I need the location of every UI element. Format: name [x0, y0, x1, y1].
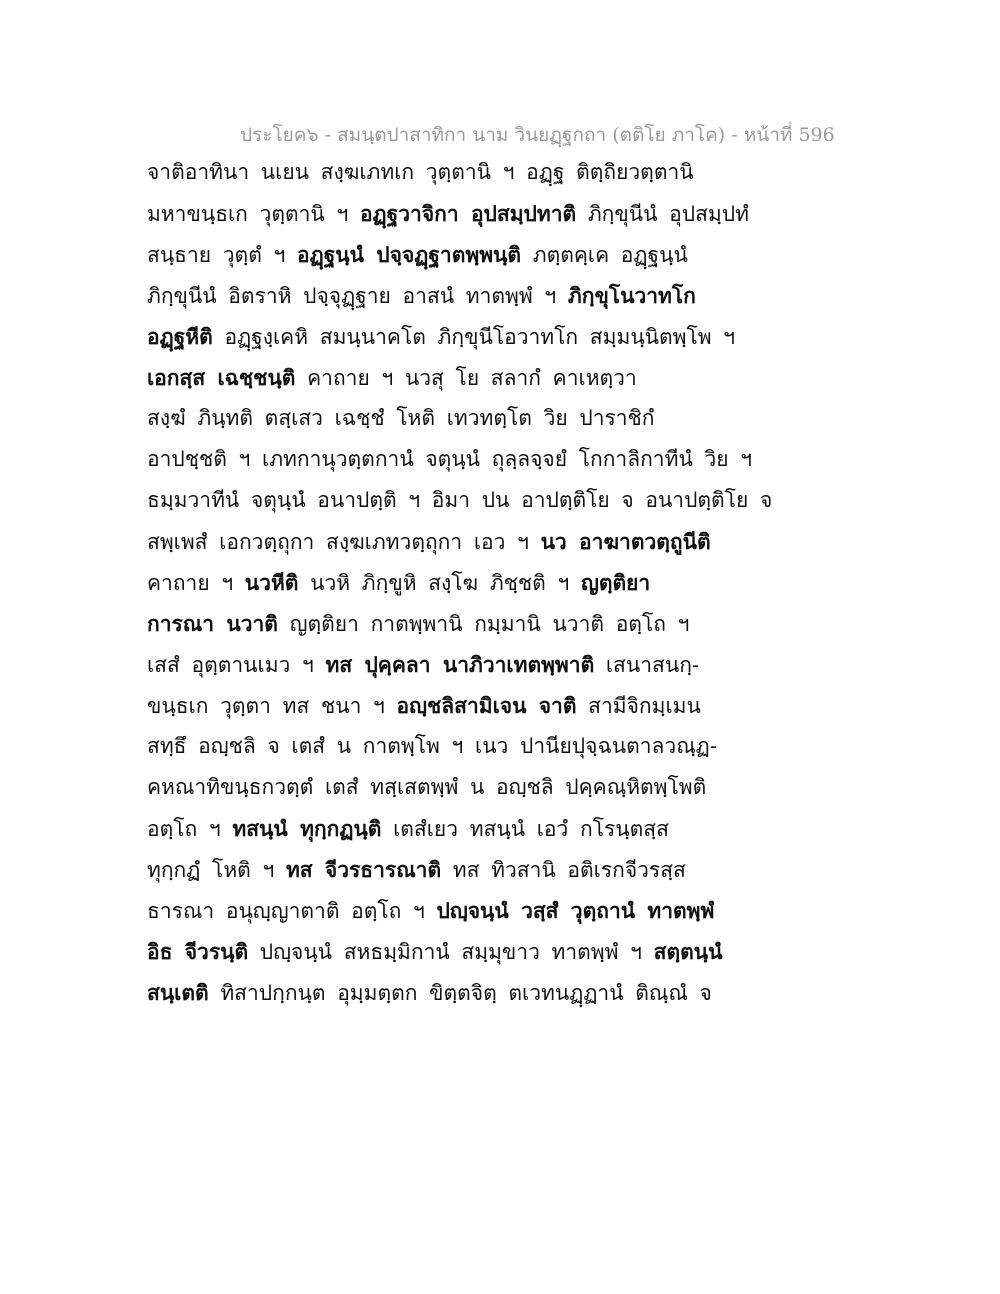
page-header: ประโยค๖ - สมนฺตปาสาทิกา นาม วินยฏฺฐกถา (ตติโย ภาโค) - หน้าที่ 596: [240, 124, 835, 146]
text-line: [147, 275, 707, 316]
text-line: [147, 849, 707, 890]
text-segment: เสนาสนกฺ-: [594, 653, 700, 677]
text-line: [147, 193, 749, 234]
text-segment: สงฺฆํ ภินฺทติ ตสฺเสว เฉชฺชํ โหติ เทวทตฺโต วิย ปาราชิกํ: [147, 406, 655, 430]
text-segment: อฏฺฐงฺเคหิ สมนฺนาคโต ภิกฺขุนีโอวาทโก สมฺมนฺนิตพฺโพ ฯ: [212, 325, 736, 349]
text-line: [147, 357, 707, 398]
text-line: [147, 972, 712, 1013]
text-segment: สทฺธึ อญฺชลิ จ เตสํ น กาตพฺโพ ฯ เนว ปานียปุจฺฉนตาลวณฺฏ-: [147, 734, 717, 758]
bold-term: อฏฺฐหีติ: [147, 324, 213, 349]
bold-term: สตฺตนฺนํ: [653, 939, 723, 964]
bold-term: ทสนฺนํ ทุกฺกฏนฺติ: [232, 816, 382, 841]
bold-term: อฏฺฐนฺนํ ปจฺจฏฺฐาตพฺพนฺติ: [296, 242, 522, 267]
text-segment: ทส ทิวสานิ อติเรกจีวรสฺส: [441, 858, 686, 882]
text-segment: คหณาทิขนฺธกวตฺตํ เตสํ ทสฺเสตพฺพํ น อญฺชลิ ปคฺคณฺหิตพฺโพติ: [147, 775, 707, 799]
text-segment: จาติอาทินา นเยน สงฺฆเภทเก วุตฺตานิ ฯ อฏฺฐ ติตฺถิยวตฺตานิ: [147, 160, 694, 184]
text-segment: ทิสาปกฺกนฺต อุมฺมตฺตก ขิตฺตจิตฺ ตเวทนฏฺฏานํ ติณฺณํ จ: [208, 981, 712, 1005]
body-text: [147, 152, 773, 1013]
text-line: [147, 644, 707, 685]
bold-term: ทส ปุคฺคลา นาภิวาเทตพฺพาติ: [325, 652, 595, 677]
text-segment: นวหิ ภิกฺขูหิ สงฺโฆ ภิชฺชติ ฯ: [298, 571, 581, 595]
bold-term: สนฺเตติ: [147, 980, 209, 1005]
text-segment: ขนฺธเก วุตฺตา ทส ชนา ฯ: [147, 694, 397, 718]
bold-term: นวหีติ: [244, 570, 299, 595]
text-segment: คาถาย ฯ: [147, 571, 245, 595]
text-segment: ทุกฺกฏํ โหติ ฯ: [147, 858, 286, 882]
bold-term: อิธ จีวรนฺติ: [147, 939, 249, 964]
text-line: [147, 234, 707, 275]
text-segment: ภิกฺขุนีนํ อิตราหิ ปจฺจุฏฺฐาย อาสนํ ทาตพฺพํ ฯ: [147, 284, 568, 308]
text-line: [147, 562, 707, 603]
text-segment: เตสํเยว ทสนฺนํ เอวํ กโรนฺตสฺส: [381, 817, 669, 841]
bold-term: อฏฺฐวาจิกา อุปสมฺปทาติ: [359, 201, 577, 226]
text-line: [147, 767, 707, 808]
text-segment: สพฺเพสํ เอกวตฺถุกา สงฺฆเภทวตฺถุกา เอว ฯ: [147, 530, 541, 554]
text-line: [147, 521, 711, 562]
text-line: [147, 439, 753, 480]
bold-term: ญตฺติยา: [580, 570, 651, 595]
text-line: [147, 890, 715, 931]
text-line: [147, 398, 707, 439]
bold-term: ทส จีวรธารณาติ: [285, 857, 442, 882]
text-line: [147, 316, 736, 357]
text-segment: มหาขนฺธเก วุตฺตานิ ฯ: [147, 202, 360, 226]
text-segment: คาถาย ฯ นวสุ โย สลากํ คาเหตฺวา: [295, 366, 637, 390]
bold-term: นว อาฆาตวตฺถูนีติ: [540, 529, 711, 554]
text-segment: อาปชฺชติ ฯ เภทกานุวตฺตกานํ จตุนฺนํ ถุลฺลจฺจยํ โกกาลิกาทีนํ วิย ฯ: [147, 447, 753, 471]
bold-term: อญฺชลิสามิเจน จาติ: [396, 693, 577, 718]
bold-term: ปญฺจนฺนํ วสฺสํ วุตฺถานํ ทาตพฺพํ: [436, 898, 715, 923]
text-segment: ธารณา อนุญฺญาตาติ อตฺโถ ฯ: [147, 899, 437, 923]
text-segment: สนฺธาย วุตฺตํ ฯ: [147, 243, 297, 267]
bold-term: ภิกฺขุโนวาทโก: [567, 283, 696, 308]
text-line: [147, 726, 717, 767]
text-line: [147, 931, 723, 972]
text-line: [147, 685, 707, 726]
text-line: [147, 808, 707, 849]
text-segment: ภตฺตคฺเค อฏฺฐนฺนํ: [521, 243, 688, 267]
text-segment: ปญฺจนฺนํ สหธมฺมิกานํ สมฺมุขาว ทาตพฺพํ ฯ: [248, 940, 654, 964]
text-segment: ภิกฺขุนีนํ อุปสมฺปทํ: [576, 202, 749, 226]
text-segment: สามีจิกมฺเมน: [576, 694, 701, 718]
text-segment: ธมฺมวาทีนํ จตุนฺนํ อนาปตฺติ ฯ อิมา ปน อาปตฺติโย จ อนาปตฺติโย จ: [147, 488, 773, 512]
text-segment: เสสํ อุตฺตานเมว ฯ: [147, 653, 326, 677]
text-segment: อตฺโถ ฯ: [147, 817, 233, 841]
bold-term: เอกสฺส เฉชฺชนฺติ: [147, 365, 296, 390]
text-line: [147, 152, 707, 193]
text-line: [147, 480, 773, 521]
text-line: [147, 603, 707, 644]
bold-term: การณา นวาติ: [147, 611, 278, 636]
text-segment: ญตฺติยา กาตพฺพานิ กมฺมานิ นวาติ อตฺโถ ฯ: [277, 612, 690, 636]
